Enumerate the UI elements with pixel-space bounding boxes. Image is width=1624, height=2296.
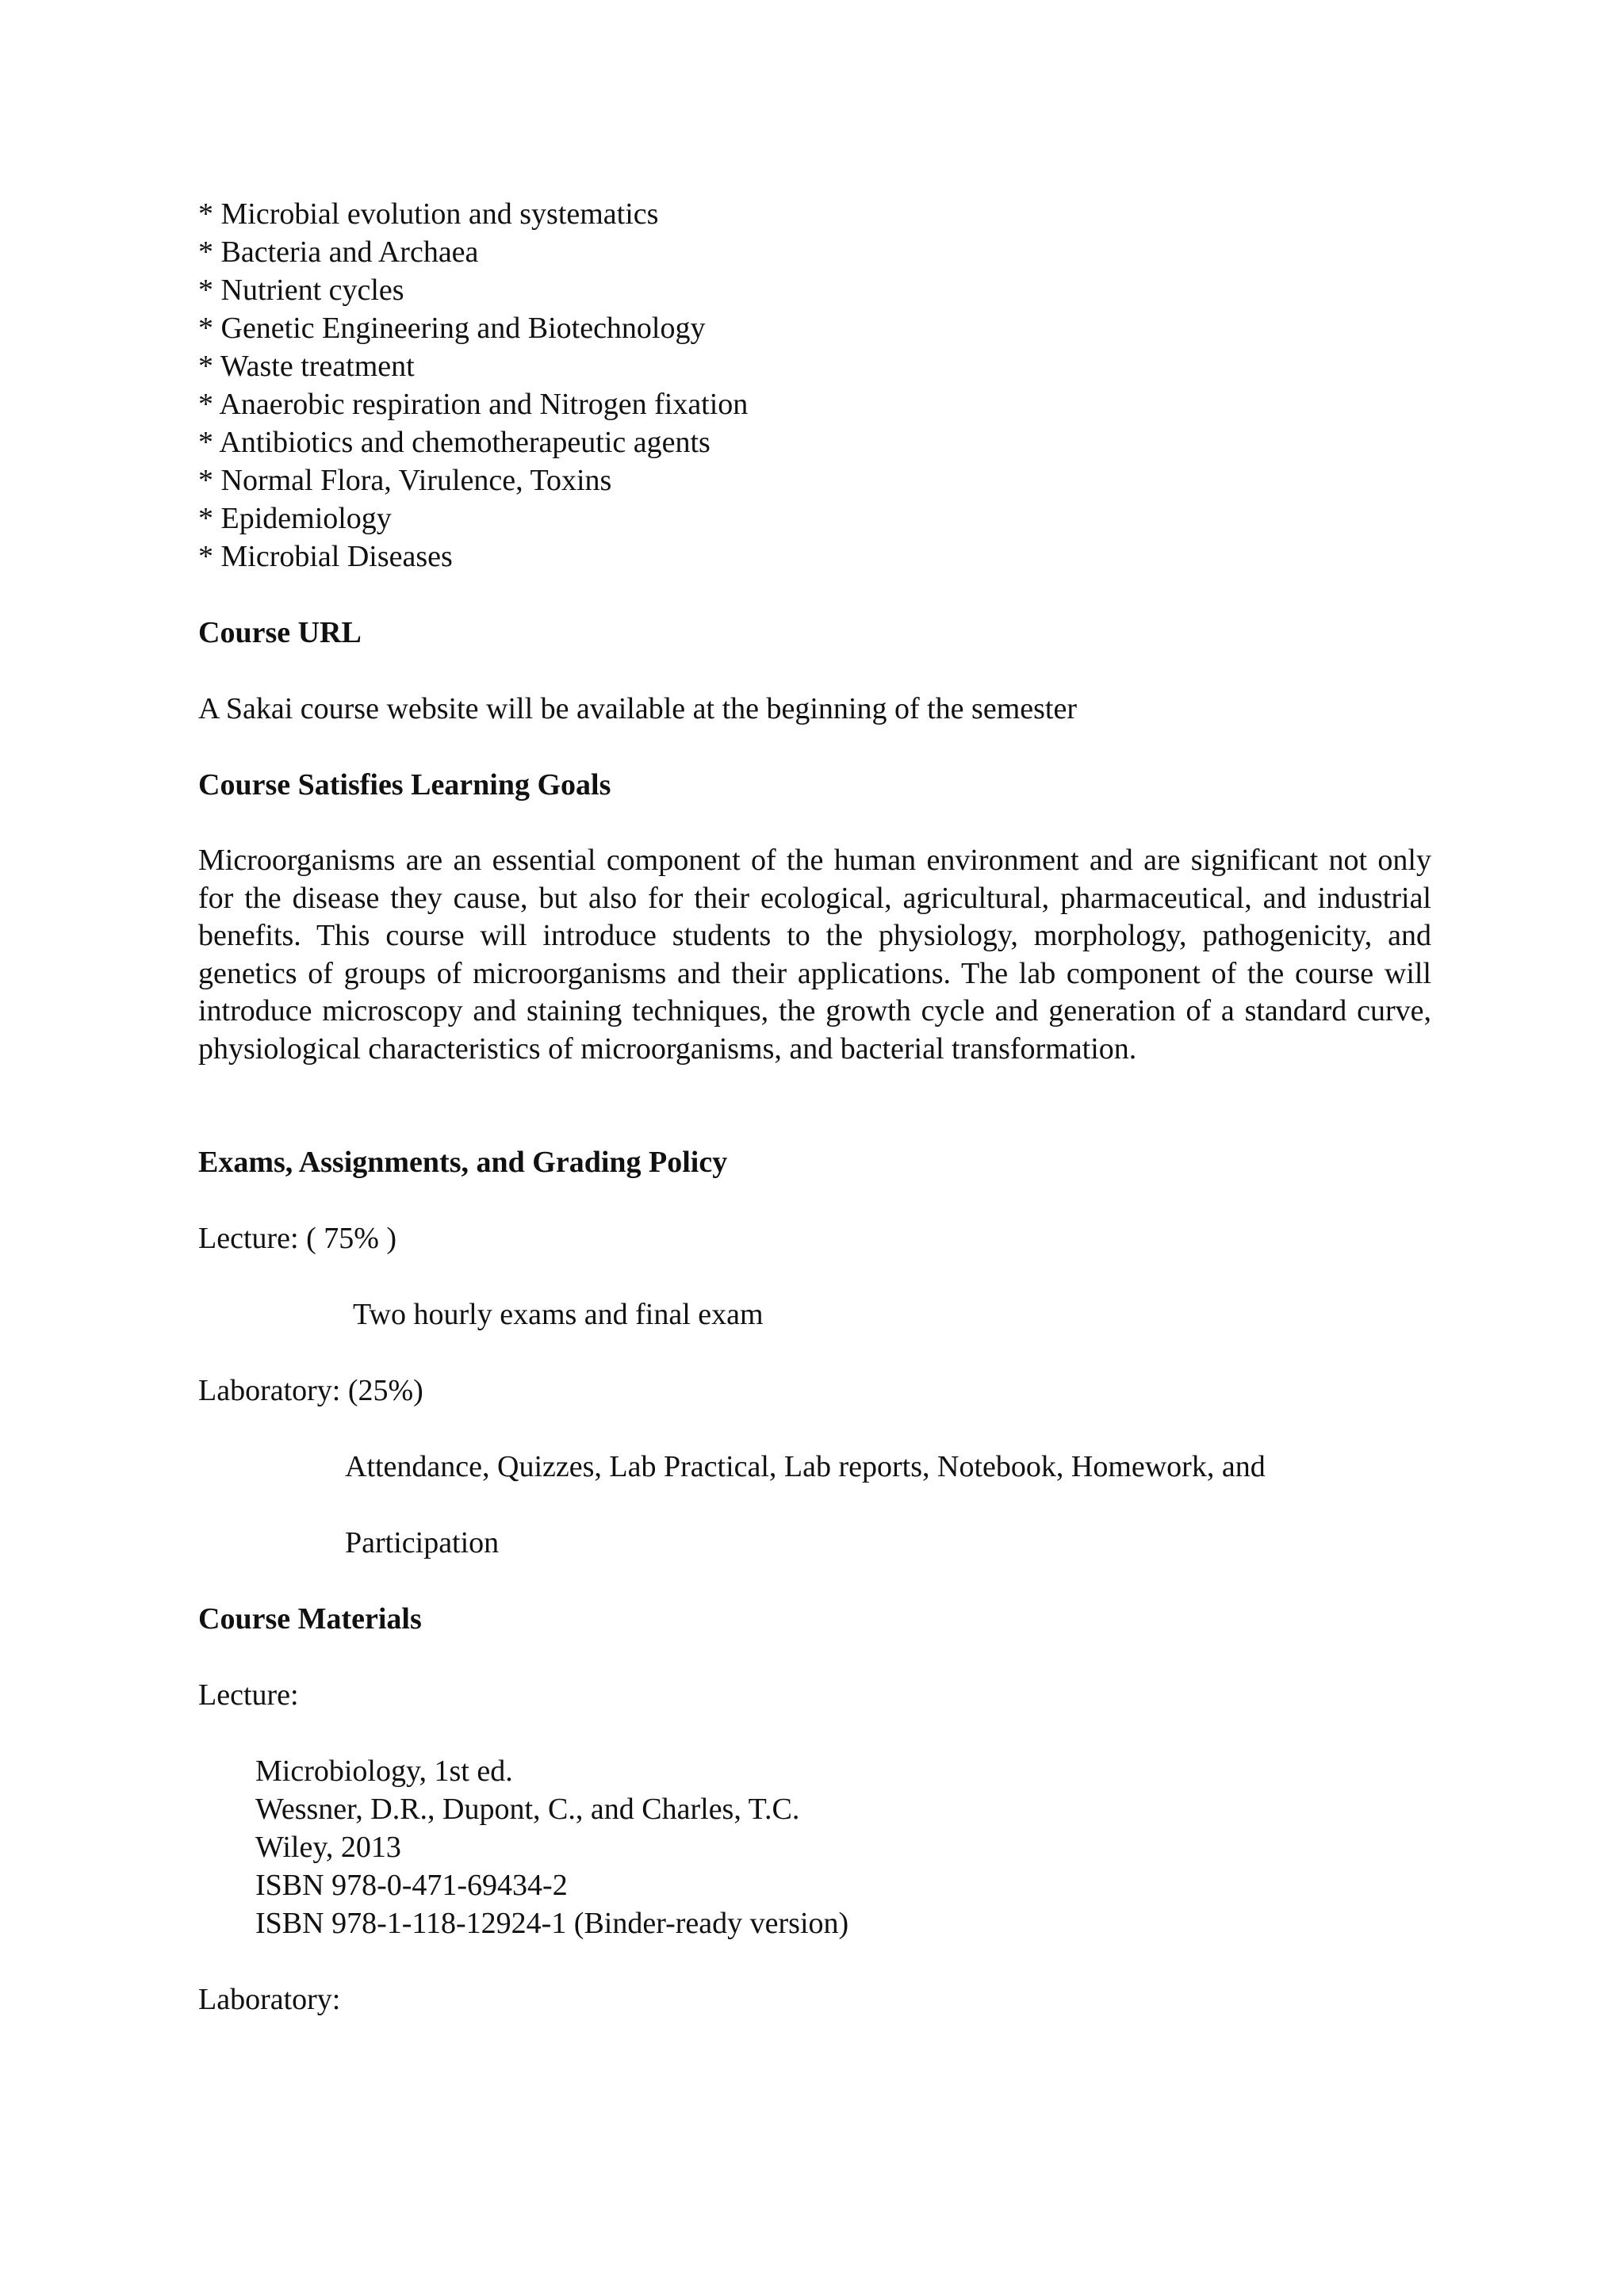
topic-item: * Microbial evolution and systematics [198, 197, 659, 231]
lecture-weight: Lecture: ( 75% ) [198, 1222, 397, 1255]
materials-lab-label: Laboratory: [198, 1983, 341, 2016]
grading-heading: Exams, Assignments, and Grading Policy [198, 1146, 728, 1179]
book-publisher: Wiley, 2013 [255, 1831, 401, 1864]
lecture-detail: Two hourly exams and final exam [353, 1298, 764, 1331]
book-isbn-binder: ISBN 978-1-118-12924-1 (Binder-ready version) [255, 1907, 849, 1940]
topic-item: * Microbial Diseases [198, 540, 453, 573]
lab-detail-line-1: Attendance, Quizzes, Lab Practical, Lab reports, Notebook, Homework, and [345, 1450, 1266, 1483]
topic-item: * Antibiotics and chemotherapeutic agents [198, 426, 710, 459]
learning-goals-heading: Course Satisfies Learning Goals [198, 768, 611, 802]
topic-item: * Normal Flora, Virulence, Toxins [198, 464, 612, 497]
book-authors: Wessner, D.R., Dupont, C., and Charles, T.C. [255, 1793, 800, 1826]
topic-item: * Anaerobic respiration and Nitrogen fixation [198, 388, 749, 421]
topic-item: * Bacteria and Archaea [198, 235, 479, 269]
learning-goals-paragraph: Microorganisms are an essential component of the human environment and are significant not only for the disease they cause, but also for their ecological, agricultural, pharmaceutical, and industrial benefits. This course will introduce students to the physiology, morphology, pathogenicity, and genetics of groups of microorganisms and their applications. The lab component of the course will introduce microscopy and staining techniques, the growth cycle and generation of a standard curve, physiological characteristics of microorganisms, and bacterial transformation. [198, 844, 1431, 1066]
book-isbn: ISBN 978-0-471-69434-2 [255, 1869, 568, 1902]
materials-lecture-label: Lecture: [198, 1678, 299, 1712]
course-url-heading: Course URL [198, 616, 362, 649]
lab-weight: Laboratory: (25%) [198, 1374, 423, 1407]
lab-detail-line-2: Participation [345, 1526, 500, 1559]
topic-item: * Epidemiology [198, 502, 392, 535]
topic-item: * Genetic Engineering and Biotechnology [198, 312, 706, 345]
topic-item: * Waste treatment [198, 350, 415, 383]
book-title: Microbiology, 1st ed. [255, 1755, 513, 1788]
course-url-text: A Sakai course website will be available at the beginning of the semester [198, 692, 1077, 725]
materials-heading: Course Materials [198, 1602, 422, 1636]
topic-item: * Nutrient cycles [198, 274, 404, 307]
